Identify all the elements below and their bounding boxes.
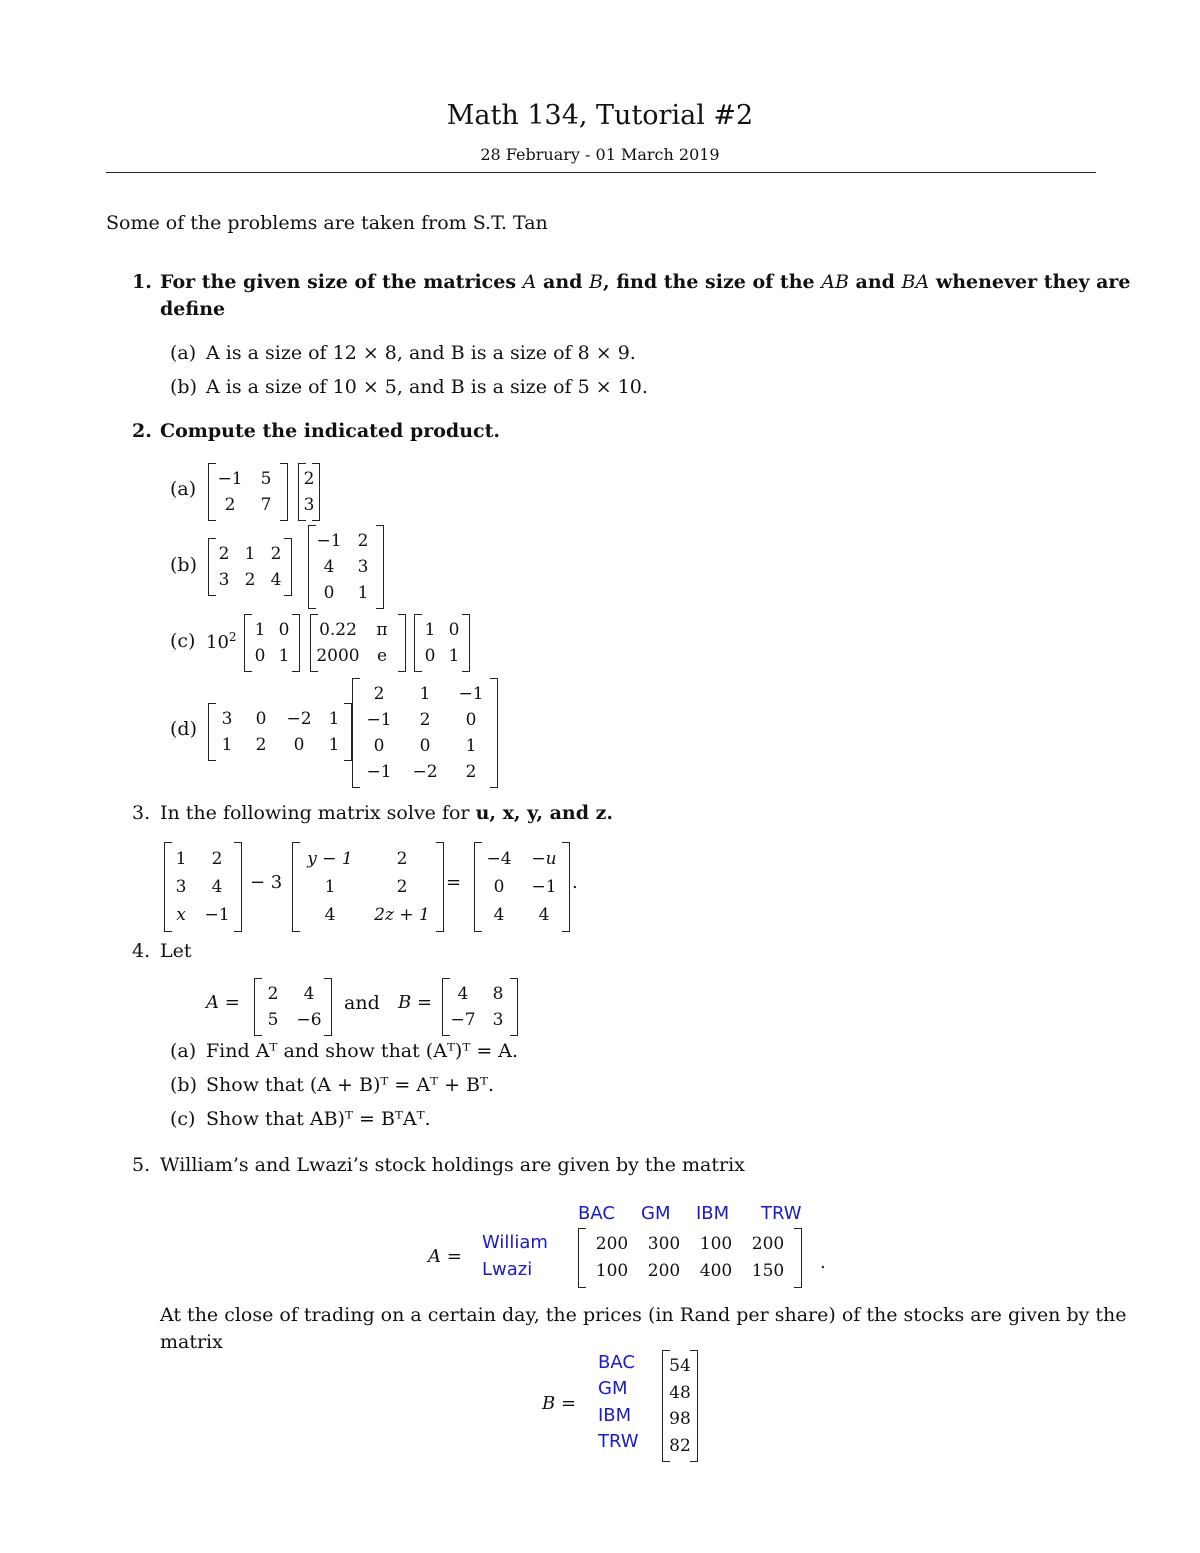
q2c-label: (c) [170, 630, 196, 652]
matrix-cell: 4 [493, 905, 505, 925]
q5-B-label: B = [542, 1393, 577, 1414]
q1-text-line2: define [160, 298, 226, 320]
matrix-cell: −1 [217, 469, 243, 489]
matrix-cell: −1 [366, 762, 392, 782]
matrix-cell: 48 [669, 1382, 691, 1403]
q2d-label: (d) [170, 718, 197, 740]
matrix-cell: 1 [328, 735, 340, 755]
matrix-cell: 4 [211, 877, 223, 897]
matrix-cell: 1 [175, 849, 187, 869]
matrix-cell: 2 [267, 984, 279, 1004]
q2a-label: (a) [170, 478, 197, 500]
q1-number: 1. [132, 271, 152, 293]
q3-matrix-2 [292, 842, 444, 932]
q3-matrix-3 [474, 842, 570, 932]
page-title: Math 134, Tutorial #2 [446, 100, 754, 131]
matrix-cell: 98 [669, 1409, 691, 1429]
q5-A-period: . [820, 1252, 826, 1273]
q2a-matrix-1 [208, 463, 288, 521]
q5-col-header-trw: TRW [761, 1203, 802, 1224]
q5-text2-line1: At the close of trading on a certain day, the prices (in Rand per share) of the stocks are given by the [160, 1304, 1127, 1326]
q2b-label: (b) [170, 554, 197, 576]
matrix-cell: 3 [303, 495, 315, 515]
matrix-cell: 200 [595, 1234, 629, 1254]
matrix-cell: 0 [465, 710, 477, 730]
q4c-label: (c) [170, 1108, 196, 1130]
left-bracket [578, 1228, 586, 1288]
q4a-label: (a) [170, 1040, 197, 1062]
q5-B-row-bac: BAC [598, 1352, 635, 1373]
matrix-cell: 2000 [316, 646, 360, 666]
matrix-cell: 1 [465, 736, 477, 756]
q2c-scalar: $10^2$ [206, 630, 237, 653]
matrix-cell: 8 [492, 984, 504, 1004]
matrix-cell: 2 [419, 710, 431, 730]
matrix-cell: 150 [751, 1261, 785, 1281]
right-bracket [794, 1228, 802, 1288]
q2d-matrix-1 [208, 703, 352, 761]
q4b-label: (b) [170, 1074, 197, 1096]
matrix-cell: 2 [211, 849, 223, 869]
matrix-cell: 0 [424, 646, 436, 666]
q2a-matrix-2 [298, 463, 320, 521]
matrix-cell: 2 [218, 544, 230, 564]
matrix-cell: −1 [366, 710, 392, 730]
matrix-cell: 0 [255, 709, 267, 729]
q2d-matrix-2 [352, 678, 498, 788]
matrix-cell: 2 [396, 877, 408, 897]
q3-equals: = [446, 872, 462, 893]
matrix-cell: −1 [316, 531, 342, 551]
matrix-cell: 400 [699, 1261, 733, 1281]
q4-B-label: B = [398, 992, 433, 1013]
q5-B-row-trw: TRW [598, 1431, 639, 1452]
matrix-cell: 2 [255, 735, 267, 755]
matrix-cell: 4 [457, 984, 469, 1004]
matrix-cell: 4 [324, 905, 336, 925]
matrix-cell: 2 [244, 570, 256, 590]
matrix-cell: 300 [647, 1234, 681, 1254]
matrix-cell: 5 [260, 469, 272, 489]
date-line: 28 February - 01 March 2019 [480, 145, 720, 164]
matrix-cell: −2 [412, 762, 438, 782]
q3-minus-three: − 3 [250, 872, 283, 893]
q1b-text: A is a size of 10 × 5, and B is a size of 5 × 10. [206, 376, 648, 398]
matrix-cell: x [176, 905, 186, 925]
q4-matrix-A [254, 978, 332, 1036]
q2b-matrix-2 [308, 525, 384, 609]
matrix-cell: 0.22 [319, 620, 357, 640]
q4c-text: Show that AB)ᵀ = BᵀAᵀ. [206, 1108, 431, 1130]
matrix-cell: 1 [244, 544, 256, 564]
q1a-label: (a) [170, 342, 197, 364]
matrix-cell: 200 [647, 1261, 681, 1281]
matrix-cell: 1 [424, 620, 436, 640]
q2c-matrix-1 [244, 614, 300, 672]
q5-row-header-lwazi: Lwazi [482, 1259, 533, 1280]
matrix-cell: 0 [323, 583, 335, 603]
q5-col-header-gm: GM [641, 1203, 671, 1224]
matrix-cell: 4 [323, 557, 335, 577]
matrix-cell: 3 [492, 1010, 504, 1030]
q4-text: Let [160, 940, 192, 962]
matrix-cell: −1 [531, 877, 557, 897]
q3-period: . [572, 872, 578, 893]
q5-text2-line2: matrix [160, 1331, 223, 1353]
q1-text-line1: For the given size of the matrices A and B, find the size of the AB and BA whenever they are [160, 271, 1131, 293]
q5-matrix-B [662, 1350, 698, 1462]
q3-number: 3. [132, 802, 151, 824]
matrix-cell: 2 [357, 531, 369, 551]
matrix-cell: 82 [669, 1435, 691, 1456]
matrix-cell: 0 [419, 736, 431, 756]
matrix-cell: 2 [270, 544, 282, 564]
matrix-cell: 5 [267, 1010, 279, 1030]
title-rule [106, 172, 1096, 173]
matrix-cell: 2 [373, 684, 385, 704]
intro-text: Some of the problems are taken from S.T. Tan [106, 212, 548, 234]
q5-number: 5. [132, 1154, 151, 1176]
matrix-cell: π [376, 620, 388, 640]
matrix-cell: 4 [270, 570, 282, 590]
matrix-cell: −1 [458, 684, 484, 704]
q2-text: Compute the indicated product. [160, 420, 500, 442]
matrix-cell: 54 [669, 1356, 691, 1376]
matrix-cell: 1 [328, 709, 340, 729]
q5-B-row-ibm: IBM [598, 1405, 632, 1426]
q4b-text: Show that (A + B)ᵀ = Aᵀ + Bᵀ. [206, 1074, 495, 1096]
q4-and: and [344, 992, 380, 1014]
matrix-cell: −6 [296, 1010, 322, 1030]
matrix-cell: 100 [595, 1261, 629, 1281]
matrix-cell: 1 [254, 620, 266, 640]
q5-text: William’s and Lwazi’s stock holdings are given by the matrix [160, 1154, 745, 1176]
q2c-matrix-2 [310, 614, 406, 672]
matrix-cell: −7 [450, 1010, 476, 1030]
q2b-matrix-1 [208, 538, 292, 596]
matrix-cell: 7 [260, 495, 272, 515]
q1a-text: A is a size of 12 × 8, and B is a size of 8 × 9. [206, 342, 636, 364]
matrix-cell: −u [531, 849, 557, 869]
matrix-cell: 2 [396, 849, 408, 869]
matrix-cell: 2 [465, 762, 477, 782]
q5-B-row-gm: GM [598, 1378, 628, 1399]
matrix-cell: 100 [699, 1234, 733, 1254]
matrix-cell: 1 [419, 684, 431, 704]
matrix-cell: 2 [224, 495, 236, 515]
q2-number: 2. [132, 420, 152, 442]
q4-number: 4. [132, 940, 151, 962]
q5-matrix-A [578, 1228, 802, 1288]
matrix-cell: 1 [278, 646, 290, 666]
q2c-matrix-3 [414, 614, 470, 672]
matrix-cell: 3 [221, 709, 233, 729]
matrix-cell: −1 [204, 905, 230, 925]
q5-col-header-bac: BAC [578, 1203, 615, 1224]
matrix-cell: 1 [221, 735, 233, 755]
q4-A-label: A = [206, 992, 240, 1013]
q1b-label: (b) [170, 376, 197, 398]
matrix-cell: 2 [303, 469, 315, 489]
matrix-cell: −4 [486, 849, 512, 869]
matrix-cell: 4 [538, 905, 550, 925]
matrix-cell: 1 [448, 646, 460, 666]
matrix-cell: 3 [218, 570, 230, 590]
matrix-cell: 4 [303, 984, 315, 1004]
matrix-cell: 200 [751, 1234, 785, 1254]
q5-row-header-william: William [482, 1232, 548, 1253]
matrix-cell: 0 [493, 877, 505, 897]
q3-matrix-1 [164, 842, 242, 932]
matrix-cell: 0 [254, 646, 266, 666]
matrix-cell: 0 [373, 736, 385, 756]
matrix-cell: 0 [278, 620, 290, 640]
matrix-cell: −2 [286, 709, 312, 729]
matrix-cell: 3 [175, 877, 187, 897]
q3-text: In the following matrix solve for u, x, y, and z. [160, 802, 614, 824]
matrix-cell: y − 1 [307, 849, 353, 869]
q4a-text: Find Aᵀ and show that (Aᵀ)ᵀ = A. [206, 1040, 519, 1062]
matrix-cell: 0 [448, 620, 460, 640]
q5-col-header-ibm: IBM [696, 1203, 730, 1224]
q4-matrix-B [442, 978, 518, 1036]
q5-A-label: A = [428, 1246, 462, 1267]
matrix-cell: e [376, 646, 388, 666]
matrix-cell: 2z + 1 [374, 905, 430, 925]
matrix-cell: 3 [357, 557, 369, 577]
matrix-cell: 1 [357, 583, 369, 603]
matrix-cell: 1 [324, 877, 336, 897]
matrix-cell: 0 [293, 735, 305, 755]
